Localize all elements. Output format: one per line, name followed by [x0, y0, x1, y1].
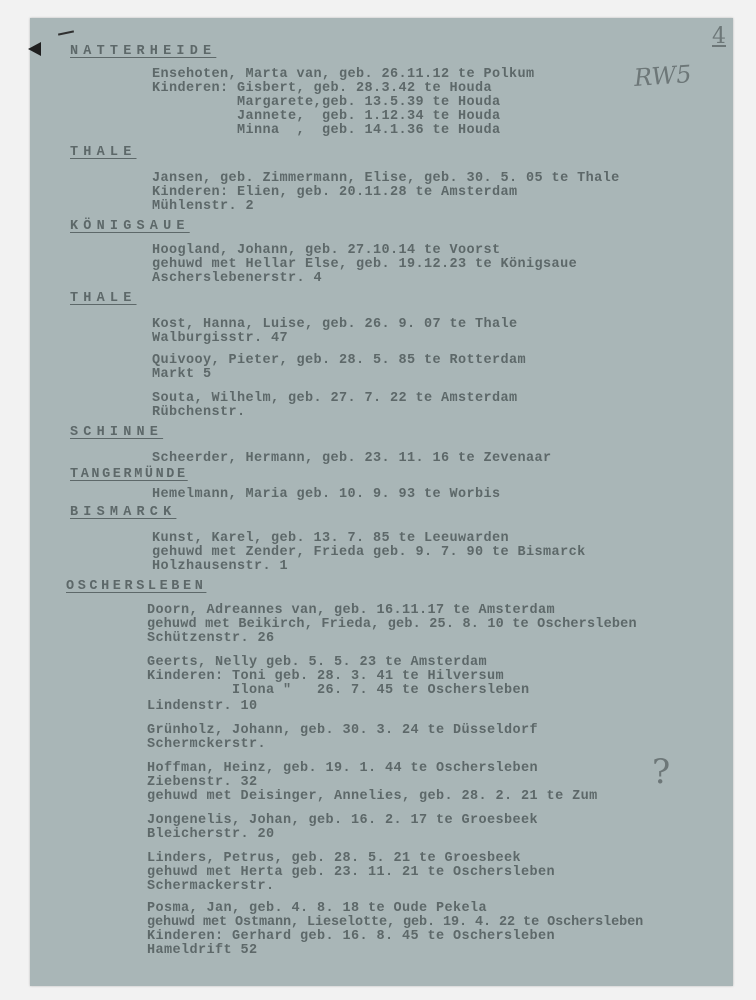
entry-line: gehuwd met Herta geb. 23. 11. 21 te Oschersleben	[147, 865, 556, 880]
entry-line: gehuwd met Hellar Else, geb. 19.12.23 te Königsaue	[152, 257, 578, 272]
document-page	[30, 18, 733, 986]
entry-line: Hemelmann, Maria geb. 10. 9. 93 te Worbis	[152, 487, 501, 502]
entry-line: gehuwd met Zender, Frieda geb. 9. 7. 90 te Bismarck	[152, 545, 586, 560]
entry-line: Kost, Hanna, Luise, geb. 26. 9. 07 te Thale	[152, 317, 518, 332]
entry-line: gehuwd met Deisinger, Annelies, geb. 28. 2. 21 te Zum	[147, 789, 598, 804]
entry-line: Quivooy, Pieter, geb. 28. 5. 85 te Rotterdam	[152, 353, 527, 368]
entry-line: Posma, Jan, geb. 4. 8. 18 te Oude Pekela	[147, 901, 488, 916]
entry-line: Kinderen: Toni geb. 28. 3. 41 te Hilversum	[147, 669, 505, 684]
entry-line: Jansen, geb. Zimmermann, Elise, geb. 30. 5. 05 te Thale	[152, 171, 620, 186]
entry-line: Bleicherstr. 20	[147, 827, 275, 842]
entry-line: Hoogland, Johann, geb. 27.10.14 te Voorst	[152, 243, 501, 258]
entry-line: Scheerder, Hermann, geb. 23. 11. 16 te Zevenaar	[152, 451, 552, 466]
page-number: 4	[712, 24, 726, 49]
entry-line: Linders, Petrus, geb. 28. 5. 21 te Groesbeek	[147, 851, 522, 866]
section-heading-schinne: SCHINNE	[70, 425, 164, 440]
pointer-arrow-icon	[28, 42, 41, 56]
section-heading-koenigsaue: KÖNIGSAUE	[70, 219, 190, 234]
entry-line: Jannete, geb. 1.12.34 te Houda	[152, 109, 501, 124]
entry-line: Kinderen: Gerhard geb. 16. 8. 45 te Oschersleben	[147, 929, 556, 944]
entry-line: Lindenstr. 10	[147, 699, 258, 714]
entry-line: Geerts, Nelly geb. 5. 5. 23 te Amsterdam	[147, 655, 488, 670]
entry-line: Kinderen: Gisbert, geb. 28.3.42 te Houda	[152, 81, 493, 96]
section-heading-bismarck: BISMARCK	[70, 505, 177, 520]
entry-line: Hameldrift 52	[147, 943, 258, 958]
entry-line: Hoffman, Heinz, geb. 19. 1. 44 te Oschersleben	[147, 761, 539, 776]
entry-line: Kinderen: Elien, geb. 20.11.28 te Amsterdam	[152, 185, 518, 200]
entry-line: Ilona " 26. 7. 45 te Oschersleben	[147, 683, 530, 698]
entry-line: Kunst, Karel, geb. 13. 7. 85 te Leeuwarden	[152, 531, 510, 546]
entry-line: gehuwd met Beikirch, Frieda, geb. 25. 8. 10 te Oschersleben	[147, 617, 637, 632]
section-heading-thale: THALE	[70, 291, 137, 306]
entry-line: Schermckerstr.	[147, 737, 267, 752]
entry-line: Walburgisstr. 47	[152, 331, 289, 346]
entry-line: Ensehoten, Marta van, geb. 26.11.12 te Polkum	[152, 67, 535, 82]
entry-line: Grünholz, Johann, geb. 30. 3. 24 te Düsseldorf	[147, 723, 539, 738]
entry-line: Rübchenstr.	[152, 405, 246, 420]
section-heading-thale: THALE	[70, 145, 137, 160]
question-mark: ?	[652, 752, 671, 792]
entry-line: Schützenstr. 26	[147, 631, 275, 646]
entry-line: Jongenelis, Johan, geb. 16. 2. 17 te Groesbeek	[147, 813, 539, 828]
entry-line: Souta, Wilhelm, geb. 27. 7. 22 te Amsterdam	[152, 391, 518, 406]
entry-line: Mühlenstr. 2	[152, 199, 255, 214]
section-heading-tangermuende: TANGERMÜNDE	[70, 467, 188, 482]
section-heading-natterheide: NATTERHEIDE	[70, 44, 217, 59]
entry-line: gehuwd met Ostmann, Lieselotte, geb. 19. 4. 22 te Oschersleben	[147, 915, 644, 930]
pencil-note: RW5	[633, 60, 693, 92]
entry-line: Markt 5	[152, 367, 212, 382]
entry-line: Ascherslebenerstr. 4	[152, 271, 323, 286]
section-heading-oschersleben: OSCHERSLEBEN	[66, 579, 207, 594]
entry-line: Schermackerstr.	[147, 879, 275, 894]
entry-line: Minna , geb. 14.1.36 te Houda	[152, 123, 501, 138]
entry-line: Ziebenstr. 32	[147, 775, 258, 790]
entry-line: Margarete,geb. 13.5.39 te Houda	[152, 95, 501, 110]
entry-line: Holzhausenstr. 1	[152, 559, 289, 574]
entry-line: Doorn, Adreannes van, geb. 16.11.17 te Amsterdam	[147, 603, 556, 618]
